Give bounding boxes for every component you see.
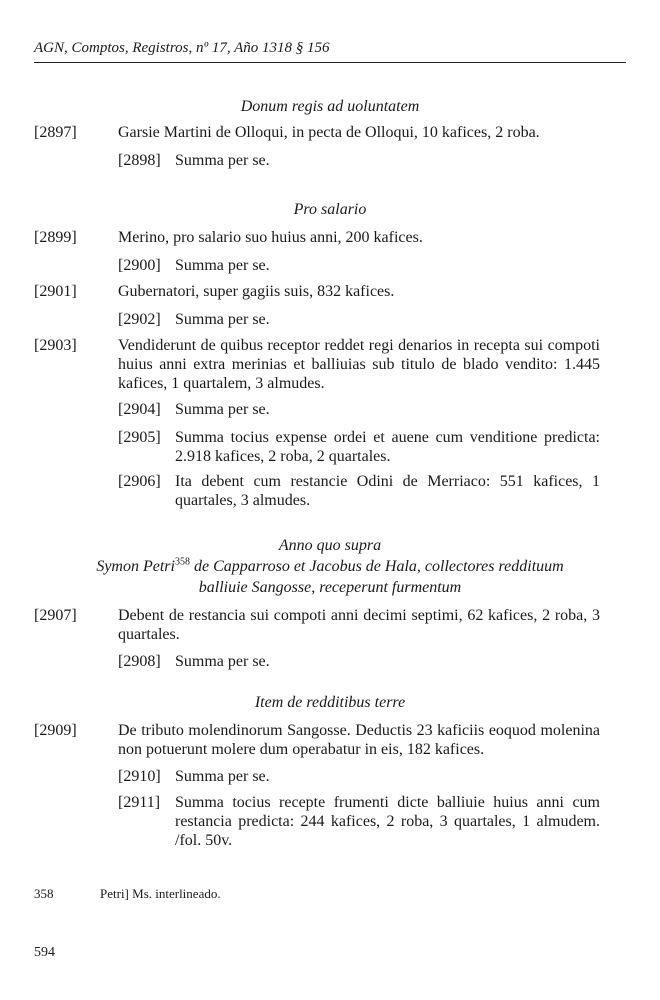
section-heading: Pro salario: [293, 201, 367, 218]
entry-text: Summa tocius expense ordei et auene cum venditione predicta: 2.918 kafices, 2 roba, 2 quartales.: [175, 429, 600, 465]
entry-number: [2902]: [118, 311, 161, 328]
heading-text: de Capparroso et Jacobus de Hala, collectores reddituum: [189, 558, 564, 575]
entry-number: [2909]: [34, 722, 77, 739]
entry-number: [2908]: [118, 653, 161, 670]
entry-number: [2899]: [34, 229, 77, 246]
page-number: 594: [34, 945, 55, 960]
entry-text: Gubernatori, super gagiis suis, 832 kafices.: [118, 283, 395, 300]
footnote-number: 358: [34, 886, 54, 901]
section-heading: Anno quo supra: [278, 537, 382, 554]
entry-number: [2901]: [34, 283, 77, 300]
entry-2903: [34, 336, 600, 393]
section-subheading: [34, 556, 626, 577]
section-subheading: balliuie Sangosse, receperunt furmentum: [198, 579, 462, 596]
entry-text: Summa per se.: [175, 257, 270, 274]
entry-2904: [34, 400, 600, 419]
entry-2897: [34, 123, 600, 142]
entry-2908: [34, 652, 600, 671]
entry-2906: [34, 472, 600, 510]
entry-text: Garsie Martini de Olloqui, in pecta de Olloqui, 10 kafices, 2 roba.: [118, 124, 540, 141]
entry-text: Merino, pro salario suo huius anni, 200 kafices.: [118, 229, 423, 246]
entry-text: Ita debent cum restancie Odini de Merriaco: 551 kafices, 1 quartales, 3 almudes.: [175, 473, 600, 509]
entry-2900: [34, 256, 600, 275]
entry-2902: [34, 310, 600, 329]
entry-number: [2911]: [118, 794, 161, 811]
footnote-ref: 358: [174, 556, 190, 568]
heading-text: Symon Petri: [96, 558, 175, 575]
entry-text: Summa per se.: [175, 768, 270, 785]
entry-text: Summa per se.: [175, 653, 270, 670]
entry-number: [2905]: [118, 429, 161, 446]
entry-text: Summa per se.: [175, 401, 270, 418]
entry-2905: [34, 428, 600, 466]
entry-number: [2910]: [118, 768, 161, 785]
entry-text: Vendiderunt de quibus receptor reddet regi denarios in recepta sui compoti huius anni extra merinias et balliuias sub titulo de blado vendito: 1.445 kafices, 1 quartalem, 3 almudes.: [118, 337, 600, 392]
entry-2907: [34, 606, 600, 644]
entry-2909: [34, 721, 600, 759]
entry-number: [2906]: [118, 473, 161, 490]
entry-2898: [34, 151, 600, 170]
entry-text: De tributo molendinorum Sangosse. Deductis 23 kaficiis eoquod molenina non potuerunt molere dum operabatur in eis, 182 kafices.: [118, 722, 600, 758]
entry-2901: [34, 282, 600, 301]
entry-text: Summa per se.: [175, 152, 270, 169]
section-heading: Item de redditibus terre: [254, 694, 406, 711]
entry-text: Debent de restancia sui compoti anni decimi septimi, 62 kafices, 2 roba, 3 quartales.: [118, 607, 600, 643]
entry-number: [2900]: [118, 257, 161, 274]
entry-number: [2907]: [34, 607, 77, 624]
entry-number: [2897]: [34, 124, 77, 141]
header-rule: [34, 62, 626, 63]
entry-number: [2898]: [118, 152, 161, 169]
entry-text: Summa tocius recepte frumenti dicte balliuie huius anni cum restancia predicta: 244 kafices, 2 roba, 3 quartales, 1 almudem. /fol. 50v.: [175, 794, 600, 849]
entry-number: [2904]: [118, 401, 161, 418]
running-header: AGN, Comptos, Registros, nº 17, Año 1318 § 156: [34, 40, 330, 56]
footnote: [34, 886, 221, 902]
entry-2910: [34, 767, 600, 786]
footnote-text: Petri] Ms. interlineado.: [100, 886, 221, 901]
entry-2899: [34, 228, 600, 247]
section-heading: Donum regis ad uoluntatem: [240, 98, 420, 115]
entry-2911: [34, 793, 600, 850]
entry-number: [2903]: [34, 337, 77, 354]
entry-text: Summa per se.: [175, 311, 270, 328]
